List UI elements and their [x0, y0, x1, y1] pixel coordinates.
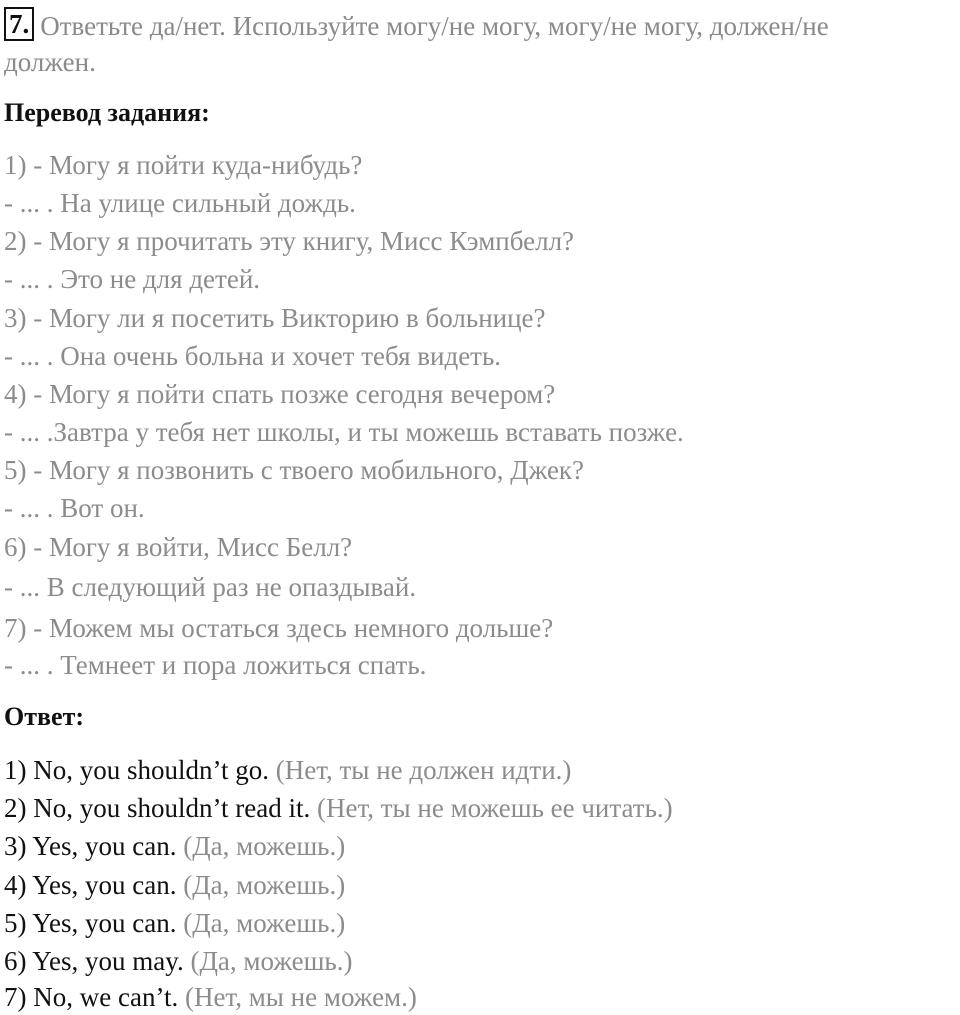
translation-line: - ... . На улице сильный дождь.	[4, 188, 356, 218]
answer-line	[4, 944, 352, 978]
answer-english: 2) No, you shouldn’t read it.	[4, 793, 311, 823]
answer-russian: (Нет, ты не можешь ее читать.)	[316, 793, 673, 823]
answer-line	[4, 753, 571, 787]
translation-line: - ... В следующий раз не опаздывай.	[4, 572, 417, 602]
answer-russian: (Да, можешь.)	[183, 870, 346, 900]
translation-line: 1) - Могу я пойти куда-нибудь?	[4, 150, 363, 180]
answer-english: 3) Yes, you can.	[4, 831, 177, 861]
answer-line	[4, 980, 417, 1014]
translation-line: - ... . Темнеет и пора ложиться спать.	[4, 650, 427, 680]
answer-english: 5) Yes, you can.	[4, 908, 177, 938]
translation-heading: Перевод задания:	[4, 98, 210, 127]
answer-russian: (Нет, ты не должен идти.)	[275, 755, 572, 785]
translation-line: 6) - Могу я войти, Мисс Белл?	[4, 532, 353, 562]
translation-line: - ... . Вот он.	[4, 493, 145, 523]
answer-russian: (Да, можешь.)	[190, 946, 353, 976]
answer-line	[4, 906, 345, 940]
translation-line: 4) - Могу я пойти спать позже сегодня вечером?	[4, 379, 556, 409]
task-number-badge: 7.	[4, 7, 34, 41]
answer-line	[4, 791, 673, 825]
task-instruction-text: Ответьте да/нет. Используйте могу/не могу, могу/не могу, должен/не	[40, 11, 829, 41]
answer-line	[4, 868, 345, 902]
task-instruction-continuation: должен.	[4, 47, 96, 77]
translation-line: 5) - Могу я позвонить с твоего мобильного, Джек?	[4, 455, 585, 485]
translation-line: 7) - Можем мы остаться здесь немного дольше?	[4, 613, 554, 643]
answer-english: 7) No, we can’t.	[4, 982, 179, 1012]
answer-english: 6) Yes, you may.	[4, 946, 184, 976]
translation-line: - ... . Это не для детей.	[4, 264, 261, 294]
answer-english: 4) Yes, you can.	[4, 870, 177, 900]
answer-russian: (Да, можешь.)	[183, 908, 346, 938]
translation-line: - ... . Она очень больна и хочет тебя видеть.	[4, 341, 502, 371]
answer-russian: (Нет, мы не можем.)	[184, 982, 417, 1012]
answer-russian: (Да, можешь.)	[183, 831, 346, 861]
answer-english: 1) No, you shouldn’t go.	[4, 755, 270, 785]
answer-heading: Ответ:	[4, 702, 85, 731]
translation-line: 3) - Могу ли я посетить Викторию в больнице?	[4, 303, 546, 333]
translation-line: - ... .Завтра у тебя нет школы, и ты можешь вставать позже.	[4, 417, 684, 447]
answer-line	[4, 829, 345, 863]
task-instruction	[4, 6, 960, 47]
translation-line: 2) - Могу я прочитать эту книгу, Мисс Кэмпбелл?	[4, 226, 575, 256]
